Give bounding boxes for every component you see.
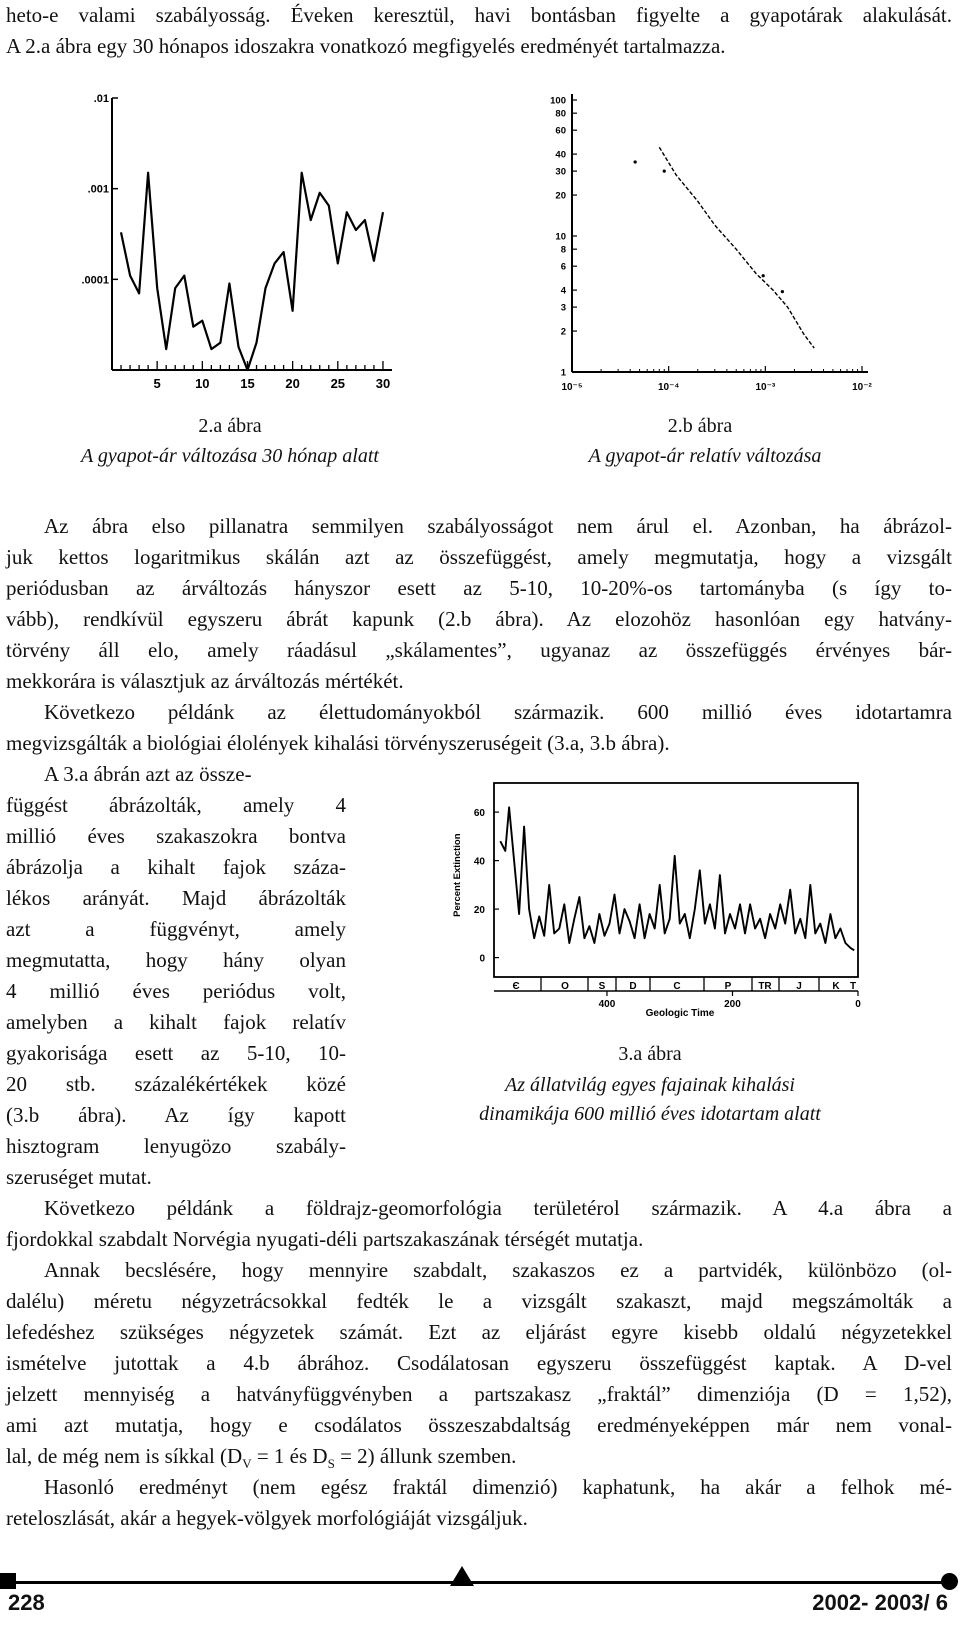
footer-circle-icon (941, 1573, 958, 1590)
data-point (634, 160, 637, 163)
figure-2b-title: 2.b ábra (667, 415, 733, 437)
body-line: Hasonló eredményt (nem egész fraktál dimenzió) kaphatunk, ha akár a felhok mé- (44, 1475, 952, 1499)
body-text: = 1 és D (251, 1444, 328, 1468)
period-label: K (832, 981, 840, 992)
footer-triangle-icon (450, 1566, 474, 1586)
figure-2b-caption: A gyapot-ár relatív változása (588, 445, 822, 467)
body-line: 20 stb. százalékértékek közé (6, 1072, 346, 1096)
figure-2b-chart (530, 85, 880, 405)
body-line: ami azt mutatja, hogy e csodálatos összeszabdaltság eredményeképpen már nem vonal- (6, 1413, 952, 1437)
body-line: dalélu) méretu négyzetrácsokkal fedték le a vizsgált szakaszt, majd megszámolták a (6, 1289, 952, 1313)
y-tick-label: 6 (560, 261, 566, 273)
y-axis-label: Percent Extinction (452, 833, 463, 917)
x-tick-label: 10 (195, 376, 210, 391)
body-line: juk kettos logaritmikus skálán azt az összefüggést, amely megmutatja, hogy a vizsgált (6, 545, 952, 569)
x-tick-label: 10⁻³ (755, 382, 776, 393)
y-tick-label: 60 (473, 808, 485, 820)
period-label: D (629, 981, 637, 992)
body-line: mekkorára is választjuk az árváltozás mértékét. (6, 669, 404, 693)
body-text: = 2) állunk szemben. (334, 1444, 517, 1468)
figure-3a-title: 3.a ábra (618, 1043, 682, 1065)
body-line: függést ábrázolták, amely 4 (6, 793, 346, 817)
x-tick-label: 20 (285, 376, 300, 391)
x-tick-label: 30 (375, 376, 391, 391)
figure-3a-caption: Az állatvilág egyes fajainak kihalási (505, 1074, 795, 1096)
y-tick-label: 30 (555, 166, 566, 178)
period-label: TR (758, 981, 772, 992)
data-point (781, 290, 784, 293)
period-label: J (796, 981, 802, 992)
body-line: gyakorisága esett az 5-10, 10- (6, 1041, 346, 1065)
body-line: vább), rendkívül egyszeru ábrát kapunk (2.b ábra). Az elozohöz hasonlóan egy hatvány- (6, 607, 952, 631)
body-line: azt a függvényt, amely (6, 917, 346, 941)
body-line: Következo példánk a földrajz-geomorfológia területérol származik. A 4.a ábra a (44, 1196, 952, 1220)
body-line: (3.b ábra). Az így kapott (6, 1103, 346, 1127)
y-tick-label: 1 (560, 367, 566, 379)
footer-rule (0, 1581, 955, 1584)
y-tick-label: 20 (473, 905, 485, 917)
y-tick-label: 60 (555, 125, 566, 137)
y-tick-label: 8 (560, 244, 566, 256)
body-text: lal, de még nem is síkkal (D (6, 1444, 243, 1468)
page-number: 228 (8, 1590, 45, 1615)
body-line: 4 millió éves periódus volt, (6, 979, 346, 1003)
x-tick-label: 10⁻⁴ (657, 382, 680, 393)
x-tick-label: 25 (330, 376, 346, 391)
body-line: jelzett mennyiség a hatványfüggvényben a partszakasz „fraktál” dimenziója (D = 1,52), (6, 1382, 952, 1406)
figure-3a-caption: dinamikája 600 millió éves idotartam alatt (479, 1103, 821, 1125)
x-axis-label: Geologic Time (645, 1008, 715, 1019)
y-tick-label: 4 (560, 285, 566, 297)
price-series-line (121, 173, 383, 370)
body-line: Annak becslésére, hogy mennyire szabdalt, szakaszos ez a partvidék, különbözo (ol- (44, 1258, 952, 1282)
y-tick-label: 40 (473, 856, 485, 868)
figure-2a-caption: A gyapot-ár változása 30 hónap alatt (81, 445, 379, 467)
x-tick-label: 10⁻² (852, 382, 872, 393)
body-line: millió éves szakaszokra bontva (6, 824, 346, 848)
y-tick-label: 100 (550, 95, 566, 107)
body-line: A 3.a ábrán azt az össze- (44, 762, 252, 786)
body-line: Következo példánk az élettudományokból származik. 600 millió éves idotartamra (44, 700, 952, 724)
body-line: heto-e valami szabályosság. Éveken keresztül, havi bontásban figyelte a gyapotárak alakulását. (6, 3, 952, 27)
y-tick-label: 20 (555, 190, 566, 202)
body-line: fjordokkal szabdalt Norvégia nyugati-déli partszakaszának térségét mutatja. (6, 1227, 644, 1251)
x-tick-label: 10⁻⁵ (561, 382, 583, 393)
subscript: S (327, 1456, 335, 1472)
x-tick-label: 5 (153, 376, 161, 391)
body-line: lefedéshez szükséges négyzetek számát. Ezt az eljárást egyre kisebb oldalú négyzetekkel (6, 1320, 952, 1344)
y-tick-label: 10 (555, 231, 566, 243)
issue-number: 2002- 2003/ 6 (812, 1590, 948, 1615)
figure-3a-chart (440, 775, 880, 1030)
y-tick-label: 40 (555, 149, 566, 161)
body-line: ismételve jutottak a 4.b ábrához. Csodálatosan egyszeru összefüggést kaptak. A D-vel (6, 1351, 952, 1375)
time-tick-label: 0 (855, 999, 861, 1010)
y-tick-label: 2 (560, 326, 566, 338)
subscript: V (242, 1456, 252, 1472)
extinction-series-line (500, 807, 854, 950)
period-label: S (598, 981, 606, 992)
body-line: periódusban az árváltozás hányszor esett az 5-10, 10-20%-os tartományba (s így to- (6, 576, 952, 600)
period-label: P (724, 981, 732, 992)
x-tick-label: 15 (240, 376, 255, 391)
y-tick-label: 80 (555, 108, 566, 120)
y-tick-label: .01 (93, 93, 109, 105)
body-line: hisztogram lenyugözo szabály- (6, 1134, 346, 1158)
y-tick-label: .001 (87, 183, 109, 196)
y-tick-label: .0001 (81, 274, 109, 287)
fit-line (659, 147, 814, 348)
body-line: ábrázolja a kihalt fajok száza- (6, 855, 346, 879)
data-point (663, 170, 666, 173)
body-line: megvizsgálták a biológiai élolények kihalási törvényszeruségeit (3.a, 3.b ábra). (6, 731, 670, 755)
time-tick-label: 400 (598, 999, 616, 1010)
body-line: Az ábra elso pillanatra semmilyen szabályosságot nem árul el. Azonban, ha ábrázol- (44, 514, 952, 538)
body-line: amelyben a kihalt fajok relatív (6, 1010, 346, 1034)
period-label: Є (512, 981, 520, 992)
time-tick-label: 200 (724, 999, 741, 1010)
period-label: C (673, 981, 681, 992)
body-line: törvény áll elo, amely ráadásul „skálamentes”, ugyanaz az összefüggés érvényes bár- (6, 638, 952, 662)
data-point (762, 274, 765, 277)
body-line: megmutatta, hogy hány olyan (6, 948, 346, 972)
body-line: lékos arányát. Majd ábrázolták (6, 886, 346, 910)
figure-2a-title: 2.a ábra (198, 415, 262, 437)
body-line: reteloszlását, akár a hegyek-völgyek morfológiáját vizsgáljuk. (6, 1506, 528, 1530)
body-line: A 2.a ábra egy 30 hónapos idoszakra vonatkozó megfigyelés eredményét tartalmazza. (6, 34, 726, 58)
y-tick-label: 0 (479, 953, 485, 965)
period-label: T (849, 981, 857, 992)
body-line: szeruséget mutat. (6, 1165, 152, 1189)
period-label: O (561, 981, 569, 992)
figure-2a-chart (50, 85, 410, 405)
y-tick-label: 3 (560, 302, 566, 314)
